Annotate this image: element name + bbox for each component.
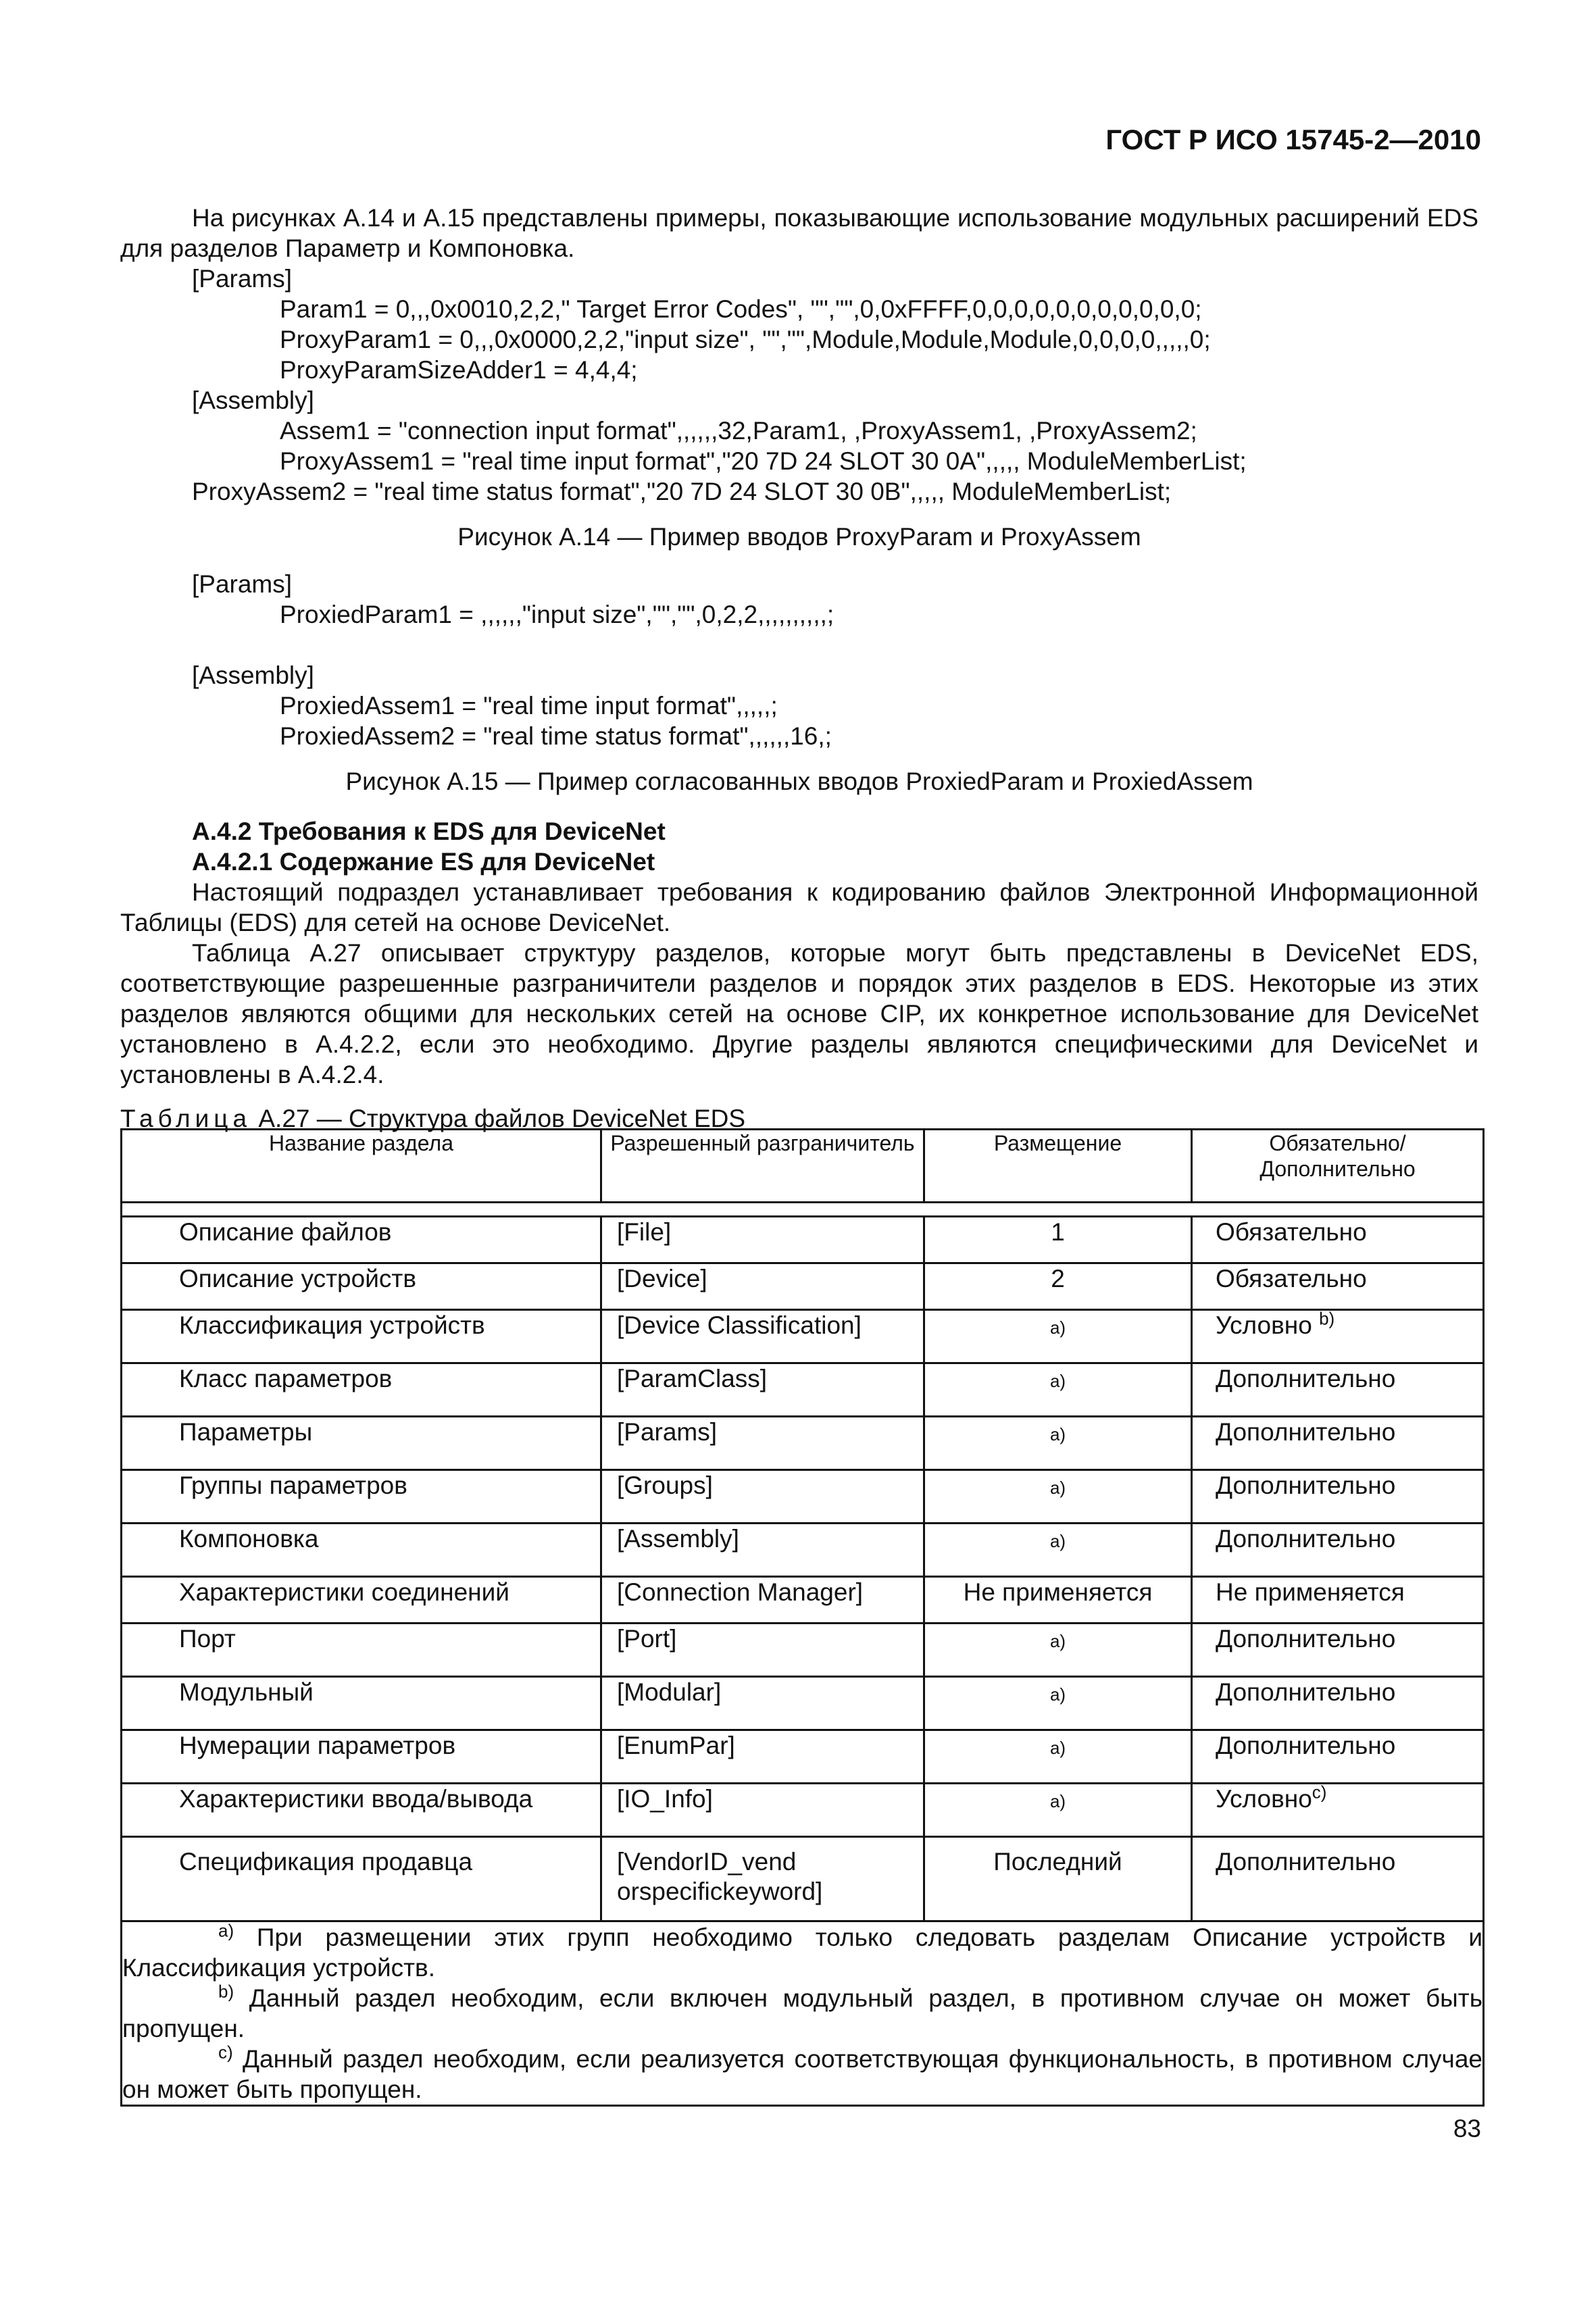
table-row: [122, 1730, 1484, 1784]
page-number: 83: [1453, 2115, 1481, 2142]
footnote-text: При размещении этих групп необходимо только следовать разделам Описание устройств и Классификация устройств.: [122, 1923, 1482, 1982]
requirement-cell: [1192, 1217, 1484, 1263]
placement-cell: а): [924, 1624, 1192, 1677]
code-line: ProxyParam1 = 0,,,0x0000,2,2,"input size", "","",Module,Module,Module,0,0,0,0,,,,,0;: [280, 326, 1211, 353]
code-line: ProxiedParam1 = ,,,,,,"input size","","",0,2,2,,,,,,,,,,;: [280, 601, 834, 628]
code-line: ProxyAssem2 = "real time status format","20 7D 24 SLOT 30 0B",,,,, ModuleMemberList;: [192, 478, 1172, 505]
requirement-cell: [1192, 1624, 1484, 1677]
delimiter-cell: [EnumPar]: [601, 1730, 924, 1784]
intro-paragraph: На рисунках А.14 и А.15 представлены примеры, показывающие использование модульных расширений EDS для разделов Параметр и Компоновка.: [120, 204, 1478, 262]
code-line: ProxiedAssem2 = "real time status format",,,,,,16,;: [280, 722, 832, 750]
table-row: [122, 1577, 1484, 1624]
delimiter-cell: [Connection Manager]: [601, 1577, 924, 1624]
table-row: [122, 1470, 1484, 1524]
column-header: Разрешенный разграничитель: [601, 1130, 924, 1203]
code-line: ProxyAssem1 = "real time input format","20 7D 24 SLOT 30 0A",,,,, ModuleMemberList;: [280, 447, 1247, 475]
delimiter-cell: [Device Classification]: [601, 1310, 924, 1363]
requirement-cell: [1192, 1310, 1484, 1363]
table-spacer-row: [122, 1203, 1484, 1217]
placement-cell: а): [924, 1524, 1192, 1577]
requirement-cell: [1192, 1263, 1484, 1310]
placement-cell: 2: [924, 1263, 1192, 1310]
code-line: [Params]: [192, 570, 293, 598]
footnote-mark: а): [218, 1920, 234, 1941]
figure-caption: Рисунок А.14 — Пример вводов ProxyParam и ProxyAssem: [457, 523, 1141, 551]
delimiter-cell: [Device]: [601, 1263, 924, 1310]
requirement-text: Дополнительно: [1216, 1625, 1396, 1653]
code-line: Assem1 = "connection input format",,,,,,32,Param1, ,ProxyAssem1, ,ProxyAssem2;: [280, 417, 1197, 445]
table-row: [122, 1624, 1484, 1677]
table-notes: [122, 1921, 1484, 2106]
figure-15: [120, 569, 1478, 797]
section-name-cell: Спецификация продавца: [122, 1837, 601, 1921]
delimiter-cell: [Groups]: [601, 1470, 924, 1524]
table-notes-row: [122, 1921, 1484, 2106]
requirement-cell: [1192, 1363, 1484, 1417]
delimiter-cell: [File]: [601, 1217, 924, 1263]
requirement-text: Дополнительно: [1216, 1472, 1396, 1499]
requirement-cell: [1192, 1577, 1484, 1624]
footnote-text: Данный раздел необходим, если включен модульный раздел, в противном случае он может быть пропущен.: [122, 1984, 1482, 2042]
requirement-text: Обязательно: [1216, 1265, 1367, 1292]
document-code: ГОСТ Р ИСО 15745-2—2010: [1105, 124, 1481, 155]
section-name-cell: Описание файлов: [122, 1217, 601, 1263]
placement-cell: а): [924, 1730, 1192, 1784]
delimiter-cell: [Modular]: [601, 1677, 924, 1730]
table-note: [122, 1983, 1482, 2044]
footnote-mark: c): [218, 2042, 233, 2063]
subsection-heading: А.4.2.1 Содержание ES для DeviceNet: [192, 848, 655, 876]
table-row: [122, 1784, 1484, 1837]
section-name-cell: Группы параметров: [122, 1470, 601, 1524]
delimiter-cell: [Port]: [601, 1624, 924, 1677]
footnote-ref: b): [1319, 1308, 1335, 1329]
requirement-text: Дополнительно: [1216, 1418, 1396, 1446]
requirement-cell: [1192, 1417, 1484, 1470]
requirement-text: Дополнительно: [1216, 1365, 1396, 1392]
section-paragraph: Настоящий подраздел устанавливает требования к кодированию файлов Электронной Информационной Таблицы (EDS) для сетей на основе DeviceNet.: [120, 878, 1478, 936]
column-header: Обязательно/ Дополнительно: [1192, 1130, 1484, 1203]
table-caption-word: Таблица: [120, 1105, 252, 1132]
section-a-4-2: [120, 816, 1478, 1134]
column-header: Размещение: [924, 1130, 1192, 1203]
intro-block: [120, 203, 1478, 263]
requirement-text: Условно: [1216, 1311, 1320, 1339]
placement-cell: а): [924, 1677, 1192, 1730]
code-line: [Assembly]: [192, 386, 314, 414]
requirement-text: Дополнительно: [1216, 1732, 1396, 1759]
table-row: [122, 1217, 1484, 1263]
code-line: ProxyParamSizeAdder1 = 4,4,4;: [280, 356, 638, 384]
placement-cell: а): [924, 1310, 1192, 1363]
placement-cell: а): [924, 1784, 1192, 1837]
section-heading: А.4.2 Требования к EDS для DeviceNet: [192, 818, 666, 845]
section-name-cell: Классификация устройств: [122, 1310, 601, 1363]
delimiter-cell: [Params]: [601, 1417, 924, 1470]
requirement-cell: [1192, 1470, 1484, 1524]
code-line: [Params]: [192, 265, 293, 293]
requirement-text: Не применяется: [1216, 1578, 1405, 1606]
requirement-text: Обязательно: [1216, 1218, 1367, 1246]
table-note: [122, 2044, 1482, 2105]
table-row: [122, 1837, 1484, 1921]
table-row: [122, 1363, 1484, 1417]
figure-14: [120, 263, 1478, 552]
delimiter-cell: [VendorID_vend orspecifickeyword]: [601, 1837, 924, 1921]
delimiter-cell: [ParamClass]: [601, 1363, 924, 1417]
requirement-text: Дополнительно: [1216, 1848, 1396, 1876]
requirement-text: Дополнительно: [1216, 1525, 1396, 1553]
requirement-cell: [1192, 1524, 1484, 1577]
table-row: [122, 1310, 1484, 1363]
placement-cell: а): [924, 1470, 1192, 1524]
code-line: ProxiedAssem1 = "real time input format",,,,,;: [280, 692, 778, 720]
requirement-cell: [1192, 1837, 1484, 1921]
placement-cell: Не применяется: [924, 1577, 1192, 1624]
section-name-cell: Нумерации параметров: [122, 1730, 601, 1784]
requirement-cell: [1192, 1784, 1484, 1837]
figure-caption: Рисунок А.15 — Пример согласованных вводов ProxiedParam и ProxiedAssem: [345, 768, 1253, 795]
requirement-text: Условно: [1216, 1785, 1312, 1813]
table-caption-text: А.27 — Структура файлов DeviceNet EDS: [258, 1105, 746, 1132]
section-name-cell: Компоновка: [122, 1524, 601, 1577]
code-line: Param1 = 0,,,0x0010,2,2," Target Error Codes", "","",0,0xFFFF,0,0,0,0,0,0,0,0,0,0,0;: [280, 295, 1202, 323]
delimiter-cell: [Assembly]: [601, 1524, 924, 1577]
requirement-cell: [1192, 1730, 1484, 1784]
table-row: [122, 1677, 1484, 1730]
requirement-text: Дополнительно: [1216, 1678, 1396, 1706]
footnote-ref: c): [1312, 1782, 1327, 1803]
section-name-cell: Класс параметров: [122, 1363, 601, 1417]
section-name-cell: Модульный: [122, 1677, 601, 1730]
section-name-cell: Характеристики ввода/вывода: [122, 1784, 601, 1837]
eds-structure-table: [120, 1128, 1485, 2107]
placement-cell: 1: [924, 1217, 1192, 1263]
table-row: [122, 1417, 1484, 1470]
footnote-text: Данный раздел необходим, если реализуется соответствующая функциональность, в противном случае он может быть пропущен.: [122, 2045, 1482, 2103]
column-header: Название раздела: [122, 1130, 601, 1203]
section-name-cell: Характеристики соединений: [122, 1577, 601, 1624]
table-note: [122, 1922, 1482, 1983]
placement-cell: а): [924, 1363, 1192, 1417]
section-name-cell: Описание устройств: [122, 1263, 601, 1310]
requirement-cell: [1192, 1677, 1484, 1730]
placement-cell: Последний: [924, 1837, 1192, 1921]
section-paragraph: Таблица А.27 описывает структуру разделов, которые могут быть представлены в DeviceNet EDS, соответствующие разрешенные разграничители разделов и порядок этих разделов в EDS. Некоторые из этих разделов являются общими для нескольких сетей на основе CIP, их конкретное использование для DeviceNet установлено в А.4.2.2, если это необходимо. Другие разделы являются специфическими для DeviceNet и установлены в А.4.2.4.: [120, 939, 1478, 1088]
code-line: [Assembly]: [192, 661, 314, 689]
table-row: [122, 1524, 1484, 1577]
footnote-mark: b): [218, 1981, 234, 2002]
table-row: [122, 1263, 1484, 1310]
section-name-cell: Порт: [122, 1624, 601, 1677]
delimiter-cell: [IO_Info]: [601, 1784, 924, 1837]
section-name-cell: Параметры: [122, 1417, 601, 1470]
table-header-row: [122, 1130, 1484, 1203]
placement-cell: а): [924, 1417, 1192, 1470]
